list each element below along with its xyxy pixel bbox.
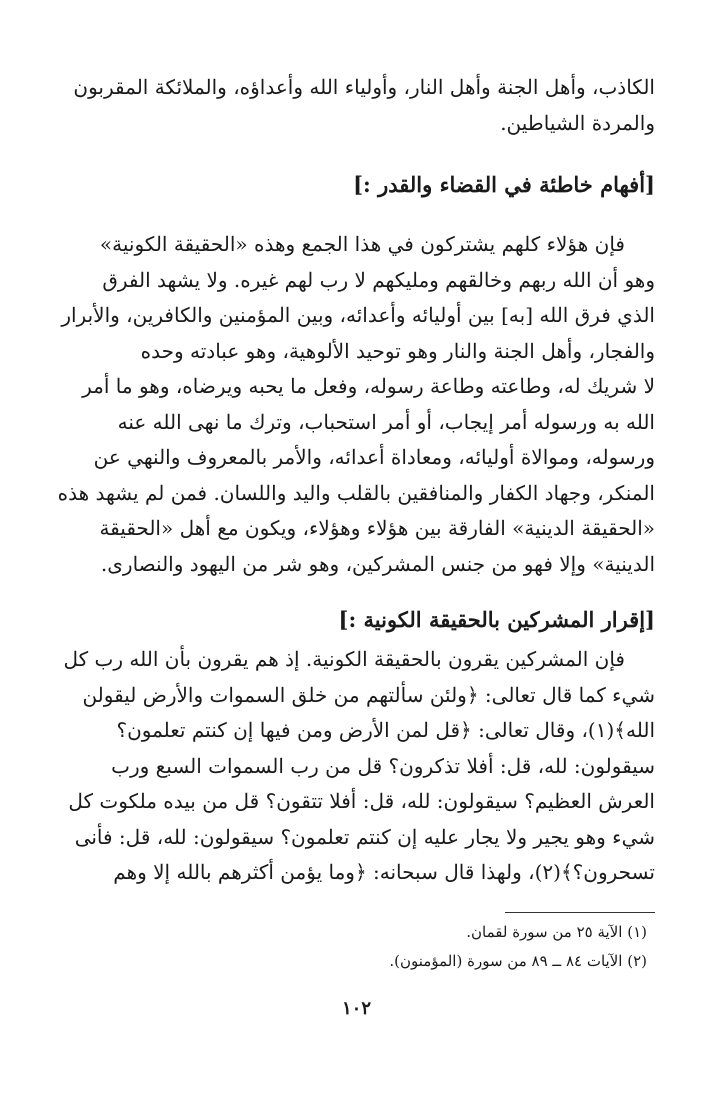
text-line: الله﴾(١)، وقال تعالى: ﴿قل لمن الأرض ومن فيها إن كنتم تعلمون؟ bbox=[116, 718, 655, 742]
section-heading: [أفهام خاطئة في القضاء والقدر :] bbox=[353, 172, 655, 197]
text-line: فإن هؤلاء كلهم يشتركون في هذا الجمع وهذه «الحقيقة الكونية» bbox=[99, 232, 625, 256]
text-line: شيء كما قال تعالى: ﴿ولئن سألتهم من خلق السموات والأرض ليقولن bbox=[82, 682, 655, 707]
footnotes bbox=[57, 918, 647, 976]
intro-paragraph bbox=[55, 70, 655, 141]
text-line: العرش العظيم؟ سيقولون: لله، قل: أفلا تتقون؟ قل من بيده ملكوت كل bbox=[68, 789, 655, 813]
page-number: ١٠٢ bbox=[341, 998, 371, 1019]
text-line: ورسوله، وموالاة أوليائه، ومعاداة أعدائه، والأمر بالمعروف والنهي عن bbox=[93, 445, 655, 469]
text-line: لا شريك له، وطاعته وطاعة رسوله، وفعل ما يحبه ويرضاه، وهو ما أمر bbox=[82, 374, 655, 398]
text-line: تسحرون؟﴾(٢)، ولهذا قال سبحانه: ﴿وما يؤمن أكثرهم بالله إلا وهم bbox=[113, 860, 655, 884]
text-line: الكاذب، وأهل الجنة وأهل النار، وأولياء الله وأعداؤه، والملائكة المقربون bbox=[73, 75, 655, 99]
text-line: شيء وهو يجير ولا يجار عليه إن كنتم تعلمون؟ سيقولون: لله، قل: فأنى bbox=[74, 824, 655, 849]
text-line: والمردة الشياطين. bbox=[500, 110, 655, 135]
text-line: الدينية» وإلا فهو من جنس المشركين، وهو شر من اليهود والنصارى. bbox=[100, 551, 655, 576]
section-paragraph bbox=[55, 227, 655, 582]
text-line: «الحقيقة الدينية» الفارقة بين هؤلاء وهؤلاء، ويكون مع أهل «الحقيقة bbox=[99, 516, 655, 540]
text-line: والفجار، وأهل الجنة والنار وهو توحيد الألوهية، وهو عبادته وحده bbox=[140, 338, 655, 363]
footnote-separator bbox=[505, 912, 655, 913]
text-line: سيقولون: لله، قل: أفلا تذكرون؟ قل من رب السموات السبع ورب bbox=[111, 753, 655, 778]
text-line: وهو أن الله ربهم وخالقهم ومليكهم لا رب لهم غيره. ولا يشهد الفرق bbox=[102, 267, 655, 292]
text-line: فإن المشركين يقرون بالحقيقة الكونية. إذ هم يقرون بأن الله رب كل bbox=[63, 647, 625, 671]
section-paragraph bbox=[55, 642, 655, 891]
text-line: الذي فرق الله [به] بين أوليائه وأعدائه، وبين المؤمنين والكافرين، والأبرار bbox=[61, 303, 655, 327]
footnote: (٢) الآيات ٨٤ ــ ٨٩ من سورة (المؤمنون). bbox=[389, 952, 647, 970]
footnote: (١) الآية ٢٥ من سورة لقمان. bbox=[466, 923, 647, 941]
text-line: المنكر، وجهاد الكفار والمنافقين بالقلب واليد واللسان. فمن لم يشهد هذه bbox=[57, 480, 655, 505]
section-heading: [إقرار المشركين بالحقيقة الكونية :] bbox=[338, 607, 655, 632]
text-line: الله به ورسوله أمر إيجاب، أو أمر استحباب، وترك ما نهى الله عنه bbox=[117, 409, 655, 434]
